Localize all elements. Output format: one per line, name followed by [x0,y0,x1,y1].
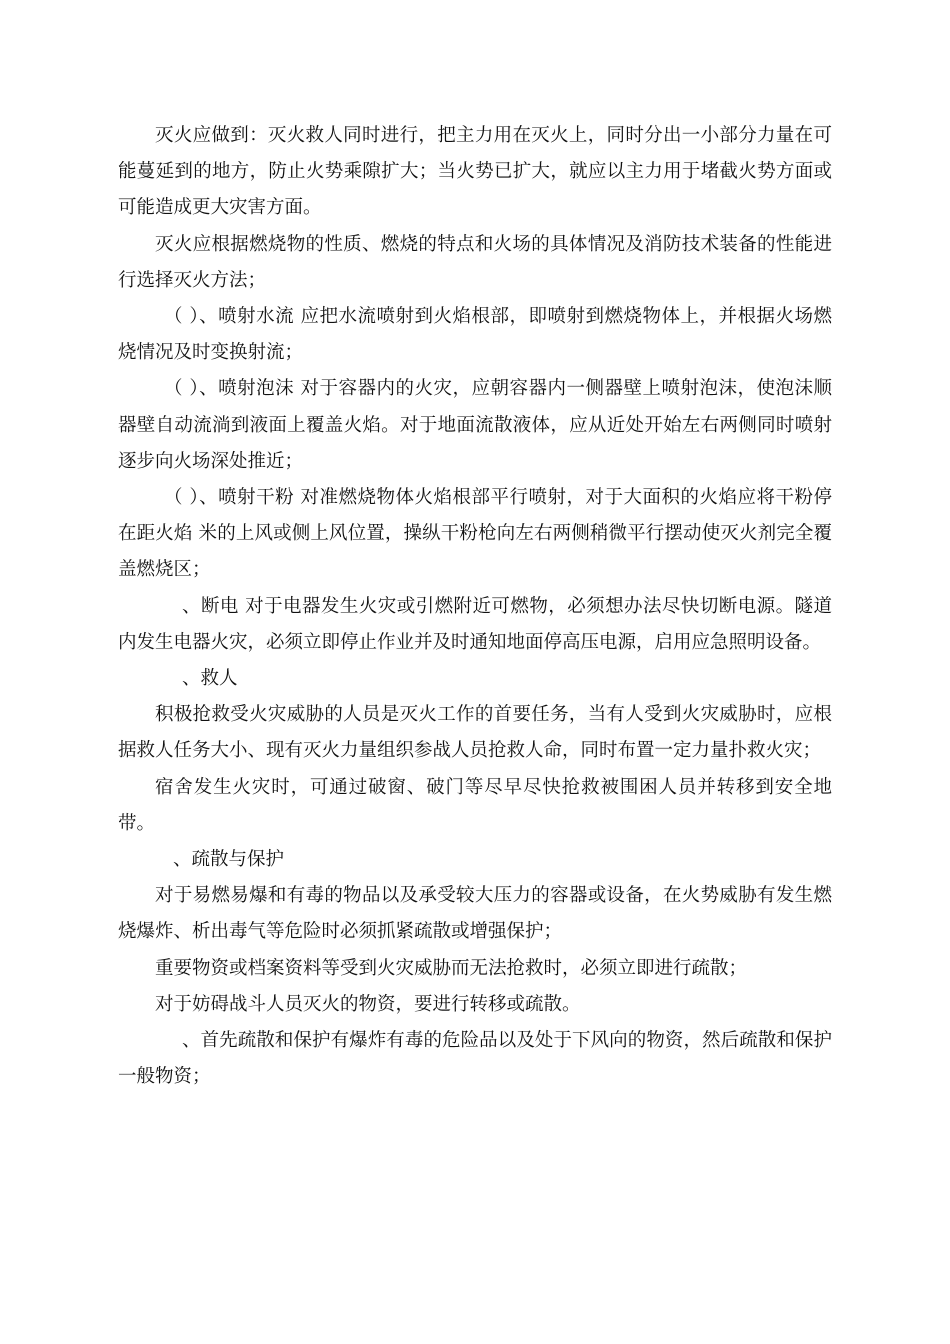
paragraph-foam-spray: （ ）、喷射泡沫 对于容器内的火灾，应朝容器内一侧器壁上喷射泡沫，使泡沫顺器壁自动流淌到液面上覆盖火焰。对于地面流散液体，应从近处开始左右两侧同时喷射逐步向火场深处推近； [118,378,832,472]
paragraph-rescue-priority: 积极抢救受火灾威胁的人员是灭火工作的首要任务，当有人受到火灾威胁时，应根据救人任务大小、现有灭火力量组织参战人员抢救人命，同时布置一定力量扑救火灾； [118,704,832,762]
paragraph-dorm-fire: 宿舍发生火灾时，可通过破窗、破门等尽早尽快抢救被围困人员并转移到安全地带。 [118,776,832,834]
heading-evacuation: 、疏散与保护 [173,849,285,871]
paragraph-evacuation-order: 、首先疏散和保护有爆炸有毒的危险品以及处于下风向的物资，然后疏散和保护一般物资； [118,1030,832,1088]
paragraph-powder-spray: （ ）、喷射干粉 对准燃烧物体火焰根部平行喷射，对于大面积的火焰应将干粉停在距火焰 米的上风或侧上风位置，操纵干粉枪向左右两侧稍微平行摆动使灭火剂完全覆盖燃烧区； [118,487,832,581]
paragraph-obstruction-removal: 对于妨碍战斗人员灭火的物资，要进行转移或疏散。 [155,993,581,1015]
paragraph-water-spray: （ ）、喷射水流 应把水流喷射到火焰根部，即喷射到燃烧物体上，并根据火场燃烧情况及时变换射流； [118,306,832,364]
paragraph-archive-evacuation: 重要物资或档案资料等受到火灾威胁而无法抢救时，必须立即进行疏散； [155,957,748,979]
paragraph-hazard-protection: 对于易燃易爆和有毒的物品以及承受较大压力的容器或设备，在火势威胁有发生燃烧爆炸、析出毒气等危险时必须抓紧疏散或增强保护； [118,885,832,943]
paragraph-power-off: 、断电 对于电器发生火灾或引燃附近可燃物，必须想办法尽快切断电源。隧道内发生电器火灾，必须立即停止作业并及时通知地面停高压电源，启用应急照明设备。 [118,595,832,653]
paragraph-method-selection: 灭火应根据燃烧物的性质、燃烧的特点和火场的具体情况及消防技术装备的性能进行选择灭火方法； [118,233,832,291]
heading-rescue: 、救人 [182,668,238,690]
document-page [118,118,832,1095]
paragraph-fire-principles: 灭火应做到：灭火救人同时进行，把主力用在灭火上，同时分出一小部分力量在可能蔓延到的地方，防止火势乘隙扩大；当火势已扩大，就应以主力用于堵截火势方面或可能造成更大灾害方面。 [118,125,832,219]
